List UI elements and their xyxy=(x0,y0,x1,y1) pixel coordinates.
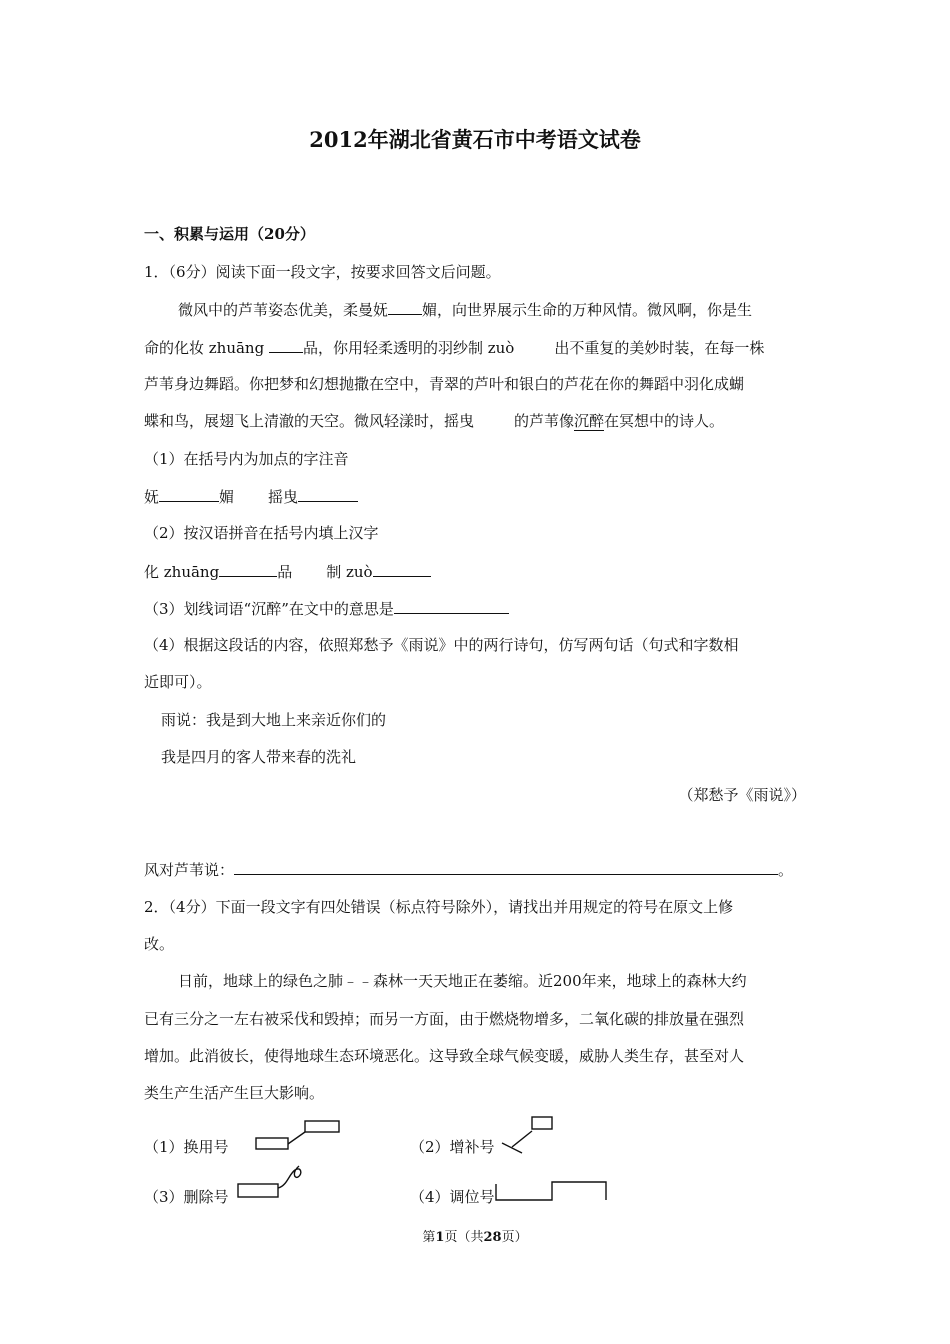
answer-label: 化 zhuāng xyxy=(144,563,220,581)
q1-passage-line-3: 芦苇身边舞蹈。你把梦和幻想抛撒在空中，青翠的芦叶和银白的芦花在你的舞蹈中羽化成蝴 xyxy=(144,375,745,393)
passage-text: 蝶和鸟，展翅飞上清澈的天空。微风轻漾时，摇曳 xyxy=(144,412,475,430)
footer-page: 1 xyxy=(435,1230,445,1245)
page-footer xyxy=(0,1228,950,1248)
q2-passage-line-3: 增加。此消彼长，使得地球生态环境恶化。这导致全球气候变暖，威胁人类生存，甚至对人 xyxy=(144,1047,745,1065)
footer-suffix: 页） xyxy=(501,1230,528,1245)
answer-blank[interactable] xyxy=(373,561,431,577)
answer-blank[interactable] xyxy=(234,859,778,875)
q2-stem-cont: 改。 xyxy=(144,935,175,953)
q1-answer-line xyxy=(144,859,793,880)
q1-sub4: （4）根据这段话的内容，依照郑愁予《雨说》中的两行诗句，仿写两句话（句式和字数相 xyxy=(144,636,739,654)
transpose-mark-icon xyxy=(494,1172,609,1207)
mark-label-insert: （2）增补号 xyxy=(410,1138,495,1156)
passage-text: 在冥想中的诗人。 xyxy=(604,412,725,430)
replace-mark-icon xyxy=(255,1118,345,1158)
passage-text: 的芦苇像 xyxy=(514,412,575,430)
poem-source: （郑愁予《雨说》） xyxy=(678,786,806,804)
delete-mark-icon xyxy=(237,1160,307,1205)
question-text: （3）划线词语“沉醉”在文中的意思是 xyxy=(144,600,394,618)
page-title: 2012年湖北省黄石市中考语文试卷 xyxy=(309,127,641,152)
mark-label-replace: （1）换用号 xyxy=(144,1138,229,1156)
q2-stem: 2．（4分）下面一段文字有四处错误（标点符号除外），请找出并用规定的符号在原文上修 xyxy=(144,898,734,916)
answer-label: 媚 xyxy=(219,488,235,506)
poem-line-2: 我是四月的客人带来春的洗礼 xyxy=(161,748,357,766)
fill-blank[interactable] xyxy=(269,337,303,353)
q1-sub2: （2）按汉语拼音在括号内填上汉字 xyxy=(144,524,379,542)
answer-blank[interactable] xyxy=(394,598,509,614)
q1-sub1-answers xyxy=(144,486,358,507)
q1-sub1: （1）在括号内为加点的字注音 xyxy=(144,450,349,468)
insert-mark-icon xyxy=(496,1113,556,1158)
section-heading: 一、积累与运用（20分） xyxy=(144,225,315,243)
q1-sub2-answers xyxy=(144,561,431,582)
answer-end: 。 xyxy=(778,861,794,879)
q1-passage-line-4 xyxy=(144,411,724,431)
passage-text: 品，你用轻柔透明的羽纱制 zuò xyxy=(302,339,515,357)
q2-passage-line-4: 类生产生活产生巨大影响。 xyxy=(144,1084,325,1102)
underlined-word: 沉醉 xyxy=(574,412,605,430)
mark-label-delete: （3）删除号 xyxy=(144,1188,229,1206)
answer-label: 妩 xyxy=(144,488,160,506)
q1-sub3 xyxy=(144,598,509,619)
answer-label: 品 xyxy=(277,563,293,581)
answer-prefix: 风对芦苇说： xyxy=(144,861,235,879)
answer-label: 摇曳 xyxy=(268,488,299,506)
passage-text: 出不重复的美妙时装，在每一株 xyxy=(554,339,765,357)
q2-passage-line-2: 已有三分之一左右被采伐和毁掉；而另一方面，由于燃烧物增多，二氧化碳的排放量在强烈 xyxy=(144,1010,745,1028)
passage-text: 媚，向世界展示生命的万种风情。微风啊，你是生 xyxy=(422,301,753,319)
q1-passage-line-2 xyxy=(144,337,764,358)
q1-stem: 1．（6分）阅读下面一段文字，按要求回答文后问题。 xyxy=(144,263,501,281)
passage-text: 微风中的芦苇姿态优美，柔曼妩 xyxy=(178,301,389,319)
q1-passage-line-1 xyxy=(178,299,752,320)
answer-blank[interactable] xyxy=(159,486,219,502)
answer-blank[interactable] xyxy=(298,486,358,502)
q2-passage-line-1: 日前，地球上的绿色之肺﹣﹣森林一天天地正在萎缩。近200年来，地球上的森林大约 xyxy=(178,972,747,990)
footer-prefix: 第 xyxy=(422,1230,436,1245)
poem-line-1: 雨说：我是到大地上来亲近你们的 xyxy=(161,711,387,729)
answer-label: 制 zuò xyxy=(326,563,373,581)
mark-label-transpose: （4）调位号 xyxy=(410,1188,495,1206)
footer-total: 28 xyxy=(483,1230,502,1245)
q1-sub4-cont: 近即可）。 xyxy=(144,673,212,691)
footer-mid: 页（共 xyxy=(444,1230,484,1245)
answer-blank[interactable] xyxy=(219,561,277,577)
fill-blank[interactable] xyxy=(388,299,422,315)
passage-text: 命的化妆 zhuāng xyxy=(144,339,269,357)
